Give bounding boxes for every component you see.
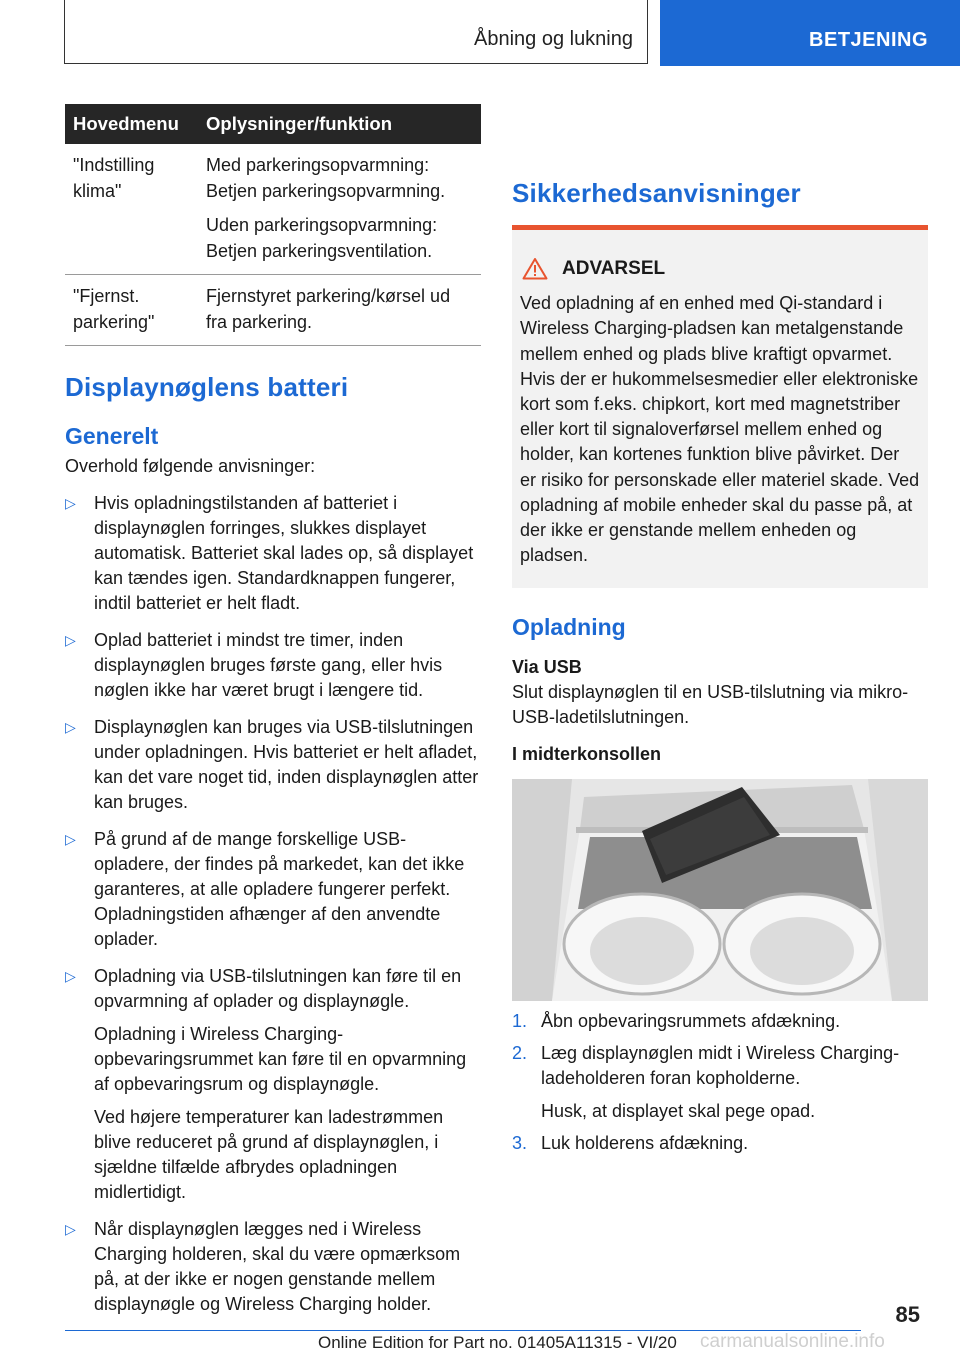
step-number: 2. bbox=[512, 1043, 528, 1064]
list-item-text: Når displaynøglen lægges ned i Wireless Charging holderen, skal du være opmærksom på, at der ikke er nogen genstande mellem displaynøgle og Wireless Charging holder. bbox=[94, 1219, 461, 1314]
table-cell-menu: "Indstilling klima" bbox=[73, 155, 155, 201]
section-title: Åbning og lukning bbox=[473, 28, 633, 50]
list-item-text: Hvis opladningstilstanden af batteriet i displaynøglen forringes, slukkes displayet automatisk. Batteriet skal lades op, så displayet kan tændes igen. Standardknappen fungerer, indtil batteriet er helt fladt. bbox=[94, 493, 474, 613]
step-text: Husk, at displayet skal pege opad. bbox=[541, 1101, 816, 1122]
general-heading: Generelt bbox=[65, 423, 159, 449]
console-subheading: I midterkonsollen bbox=[512, 744, 662, 765]
step-text: Læg displaynøglen midt i Wireless Charging-ladeholderen foran kopholderne. bbox=[541, 1043, 900, 1089]
section-tab bbox=[64, 0, 648, 64]
footer-watermark: carmanualsonline.info bbox=[700, 1331, 885, 1352]
table-cell-info bbox=[198, 144, 481, 275]
info-line: Uden parkeringsopvarmning: Betjen parkeringsventilation. bbox=[206, 215, 438, 261]
list-item bbox=[65, 827, 481, 952]
step-number: 1. bbox=[512, 1011, 528, 1032]
list-item-text: På grund af de mange forskellige USB-opladere, der findes på markedet, kan det ikke garanteres, at alle opladere fungerer perfekt. Opladningstiden afhænger af den anvendte oplader. bbox=[94, 829, 465, 949]
page-number: 85 bbox=[895, 1302, 920, 1327]
info-line: Med parkeringsopvarmning: Betjen parkeringsopvarmning. bbox=[206, 155, 446, 201]
triangle-marker-icon: ▷ bbox=[65, 968, 76, 984]
battery-heading: Displaynøglens batteri bbox=[65, 372, 349, 402]
info-line: Fjernstyret parkering/kørsel ud fra parkering. bbox=[206, 286, 451, 332]
list-item bbox=[65, 715, 481, 815]
warning-text: Ved opladning af en enhed med Qi-standard i Wireless Charging-pladsen kan metalgenstande mellem enhed og plads blive kraftigt opvarmet. Hvis der er hukommelsesmedier eller elektroniske kort som f.eks. chipkort, kort med magnetstriber eller kort til signaloverførsel mellem enhed og holder, kan kortenes funktion blive påvirket. Der er risiko for personskade eller materiel skade. Ved opladning af mobile enheder skal du passe på, at der ikke er genstande mellem enheden og pladsen. bbox=[520, 293, 920, 566]
triangle-marker-icon: ▷ bbox=[65, 495, 76, 511]
list-item-text: Opladning i Wireless Charging-opbevaringsrummet kan føre til en opvarmning af opbevaringsrum og displaynøgle. bbox=[94, 1024, 467, 1094]
triangle-marker-icon: ▷ bbox=[65, 1221, 76, 1237]
table-row bbox=[65, 275, 481, 346]
usb-text: Slut displaynøglen til en USB-tilslutning via mikro-USB-ladetilslutningen. bbox=[512, 682, 909, 728]
triangle-marker-icon: ▷ bbox=[65, 831, 76, 847]
table-row bbox=[65, 144, 481, 275]
list-item bbox=[65, 628, 481, 703]
triangle-marker-icon: ▷ bbox=[65, 719, 76, 735]
list-item bbox=[512, 1041, 928, 1124]
list-item bbox=[512, 1009, 928, 1034]
list-item-text: Oplad batteriet i mindst tre timer, inden displaynøglen bruges første gang, eller hvis nøglen ikke har været brugt i længere tid. bbox=[94, 630, 443, 700]
table-header-info: Oplysninger/funktion bbox=[198, 104, 481, 144]
battery-bullet-list bbox=[65, 491, 481, 1317]
menu-table bbox=[65, 104, 481, 346]
step-number: 3. bbox=[512, 1133, 528, 1154]
warning-title: ADVARSEL bbox=[562, 258, 666, 279]
list-item-text: Displaynøglen kan bruges via USB-tilslutningen under opladningen. Hvis batteriet er helt afladet, kan det vare noget tid, inden displaynøglen atter kan bruges. bbox=[94, 717, 479, 812]
table-header-menu: Hovedmenu bbox=[65, 104, 198, 144]
list-item bbox=[65, 964, 481, 1205]
left-column bbox=[65, 104, 481, 1317]
usb-subheading: Via USB bbox=[512, 657, 582, 678]
safety-heading: Sikkerhedsanvisninger bbox=[512, 178, 801, 208]
charging-heading: Opladning bbox=[512, 614, 626, 641]
warning-box bbox=[512, 225, 928, 588]
center-console-illustration bbox=[512, 779, 928, 1001]
page-header bbox=[0, 0, 960, 66]
list-item bbox=[65, 1217, 481, 1317]
step-text: Åbn opbevaringsrummets afdækning. bbox=[541, 1011, 841, 1032]
table-header-row bbox=[65, 104, 481, 144]
footer-edition: Online Edition for Part no. 01405A11315 - VI/20 bbox=[318, 1333, 677, 1352]
charging-steps bbox=[512, 1009, 928, 1156]
chapter-title: BETJENING bbox=[809, 29, 928, 51]
table-cell-menu: "Fjernst. parkering" bbox=[73, 286, 155, 332]
list-item bbox=[512, 1131, 928, 1156]
chapter-tab bbox=[660, 0, 960, 66]
table-cell-info bbox=[198, 275, 481, 346]
warning-title-row bbox=[520, 256, 920, 281]
list-item-text: Ved højere temperaturer kan ladestrømmen blive reduceret på grund af displaynøglen, i sjældne tilfælde afbrydes opladningen midlertidigt. bbox=[94, 1107, 444, 1202]
warning-triangle-icon bbox=[522, 257, 548, 280]
list-item-text: Opladning via USB-tilslutningen kan føre til en opvarmning af oplader og displaynøgle. bbox=[94, 966, 462, 1011]
triangle-marker-icon: ▷ bbox=[65, 632, 76, 648]
battery-intro: Overhold følgende anvisninger: bbox=[65, 456, 316, 476]
right-column bbox=[512, 100, 928, 1156]
step-text: Luk holderens afdækning. bbox=[541, 1133, 749, 1154]
list-item bbox=[65, 491, 481, 616]
